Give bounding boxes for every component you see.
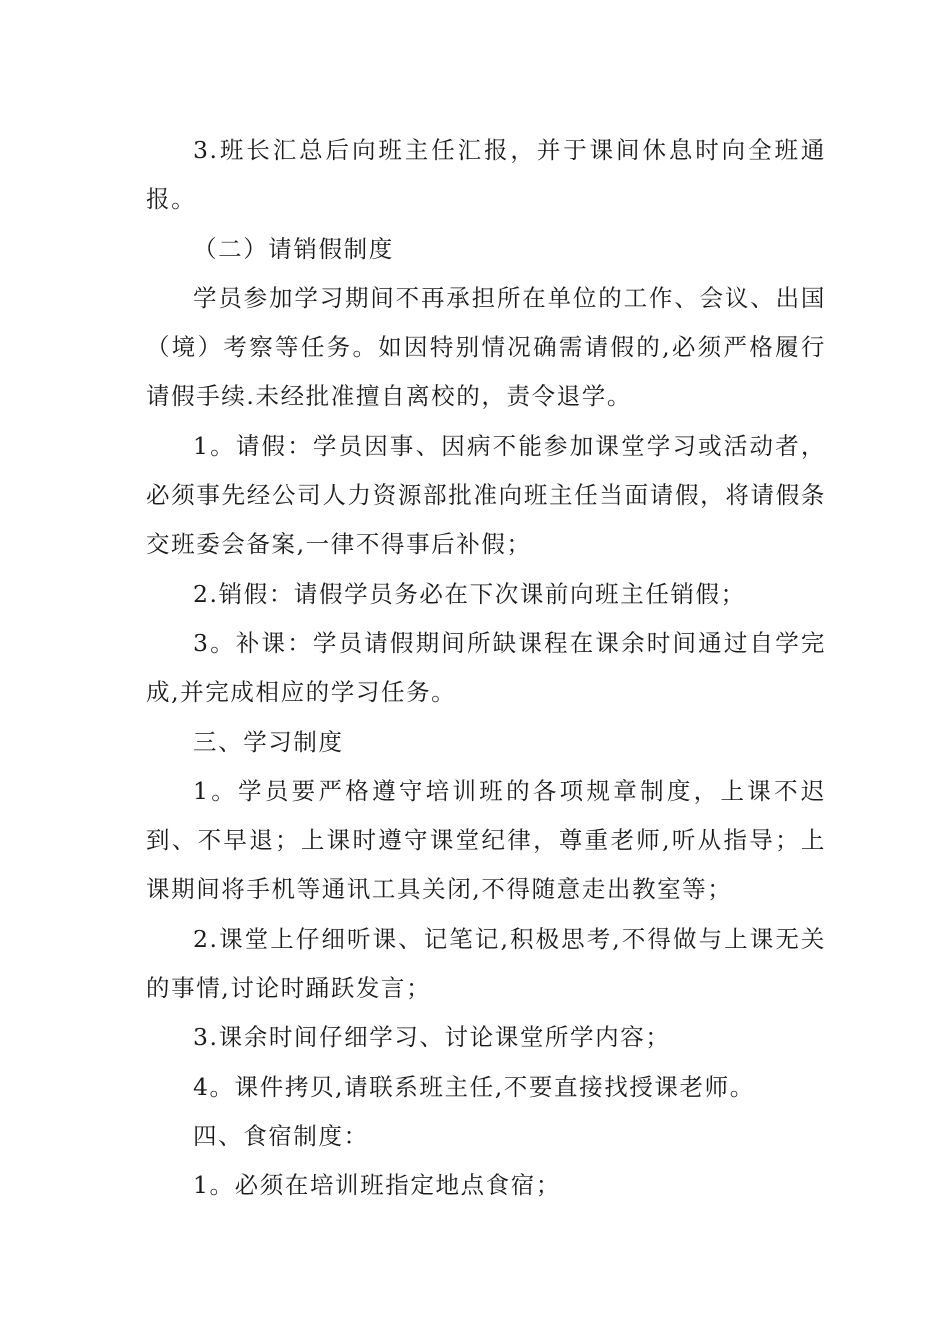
section-heading-board-lodging: 四、食宿制度： [193,1121,369,1150]
paragraph-leave-cancel: 2.销假：请假学员务必在下次课前向班主任销假； [193,579,746,608]
paragraph-class-monitor-report: 3.班长汇总后向班主任汇报，并于课间休息时向全班通报。 [146,136,826,214]
paragraph-study-rule-1: 1。学员要严格遵守培训班的各项规章制度，上课不迟到、不早退；上课时遵守课堂纪律，尊重老师,听从指导；上课期间将手机等通讯工具关闭,不得随意走出教室等； [146,776,826,904]
section-heading-study-system: 三、学习制度 [193,727,344,756]
paragraph-leave-request: 1。请假：学员因事、因病不能参加课堂学习或活动者，必须事先经公司人力资源部批准向班主任当面请假，将请假条交班委会备案,一律不得事后补假； [146,431,826,559]
paragraph-study-rule-4: 4。课件拷贝,请联系班主任,不要直接找授课老师。 [193,1072,755,1101]
paragraph-study-rule-3: 3.课余时间仔细学习、讨论课堂所学内容； [193,1023,671,1052]
document-body [146,126,826,1211]
paragraph-lodging-rule-1: 1。必须在培训班指定地点食宿； [193,1171,561,1200]
paragraph-study-rule-2: 2.课堂上仔细听课、记笔记,积极思考,不得做与上课无关的事情,讨论时踊跃发言； [146,924,826,1003]
paragraph-leave-intro: 学员参加学习期间不再承担所在单位的工作、会议、出国（境）考察等任务。如因特别情况确需请假的,必须严格履行请假手续.未经批准擅自离校的，责令退学。 [146,283,826,411]
section-heading-leave-system: （二）请销假制度 [193,234,394,263]
paragraph-make-up-class: 3。补课：学员请假期间所缺课程在课余时间通过自学完成,并完成相应的学习任务。 [146,628,826,707]
